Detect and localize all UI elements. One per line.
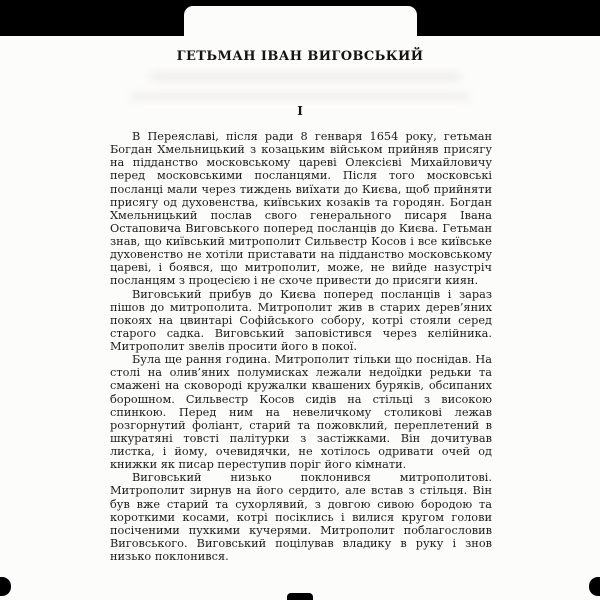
backdrop-corner-mark-right — [589, 577, 600, 596]
chapter-numeral: I — [297, 104, 303, 118]
paragraph: Була ще рання година. Митрополит тільки що поснідав. На столі на олив’яних полумисках лежали недоїдки редьки та смажені на сковороді кружалки квашених буряків, обсипаних борошном. Сильвестр Косов сидів на стільці з високою спинкою. Перед ним на невеличкому столикові лежав розгорнутий фоліант, старий та пожовклий, переплетений в шкуратяні товсті палітурки з застіжками. Він дочитував листка, і йому, очевидячки, не хотілось одривати очей од книжки як писар переступив поріг його кімнати. — [110, 353, 492, 472]
backdrop-corner-mark-left — [0, 577, 11, 596]
paragraph: Виговський низько поклонився митрополитові. Митрополит зирнув на його сердито, але встав з стільця. Він був вже старий та сухорлявий, з довгою сивою бородою та короткими косами, котрі посіклись і вилися кругом голови посіченими пухкими кучерями. Митрополит поблагословив Виговського. Виговський поцілував владику в руку і знов низько поклонився. — [110, 471, 492, 563]
paragraph: В Переяславі, після ради 8 генваря 1654 року, гетьман Богдан Хмельницький з козацьким військом прийняв присягу на підданство московському цареві Олексієві Михайловичу перед московськими посланцями. Після того московські посланці мали через тиждень виїхати до Києва, щоб прийняти присягу од духовенства, київських козаків та городян. Богдан Хмельницький послав свого генерального писаря Івана Остаповича Виговського поперед посланців до Києва. Гетьман знав, що київський митрополит Сильвестр Косов і все київське духовенство не хотіли приставати на підданство московському цареві, і боявся, що митрополит, може, не вийде назустріч посланцям з процесією і не схоче привести до присяги киян. — [110, 130, 492, 288]
page-title: ГЕТЬМАН ІВАН ВИГОВСЬКИЙ — [176, 49, 424, 64]
body-text — [110, 130, 492, 563]
backdrop-bottom-notch — [287, 593, 313, 600]
paragraph: Виговський прибув до Києва поперед посланців і зараз пішов до митрополита. Митрополит жив в старих дерев’яних покоях на цвинтарі Софійського собору, котрі стояли серед старого садка. Виговський заповістився через келійника. Митрополит звелів просити його в покої. — [110, 287, 492, 353]
